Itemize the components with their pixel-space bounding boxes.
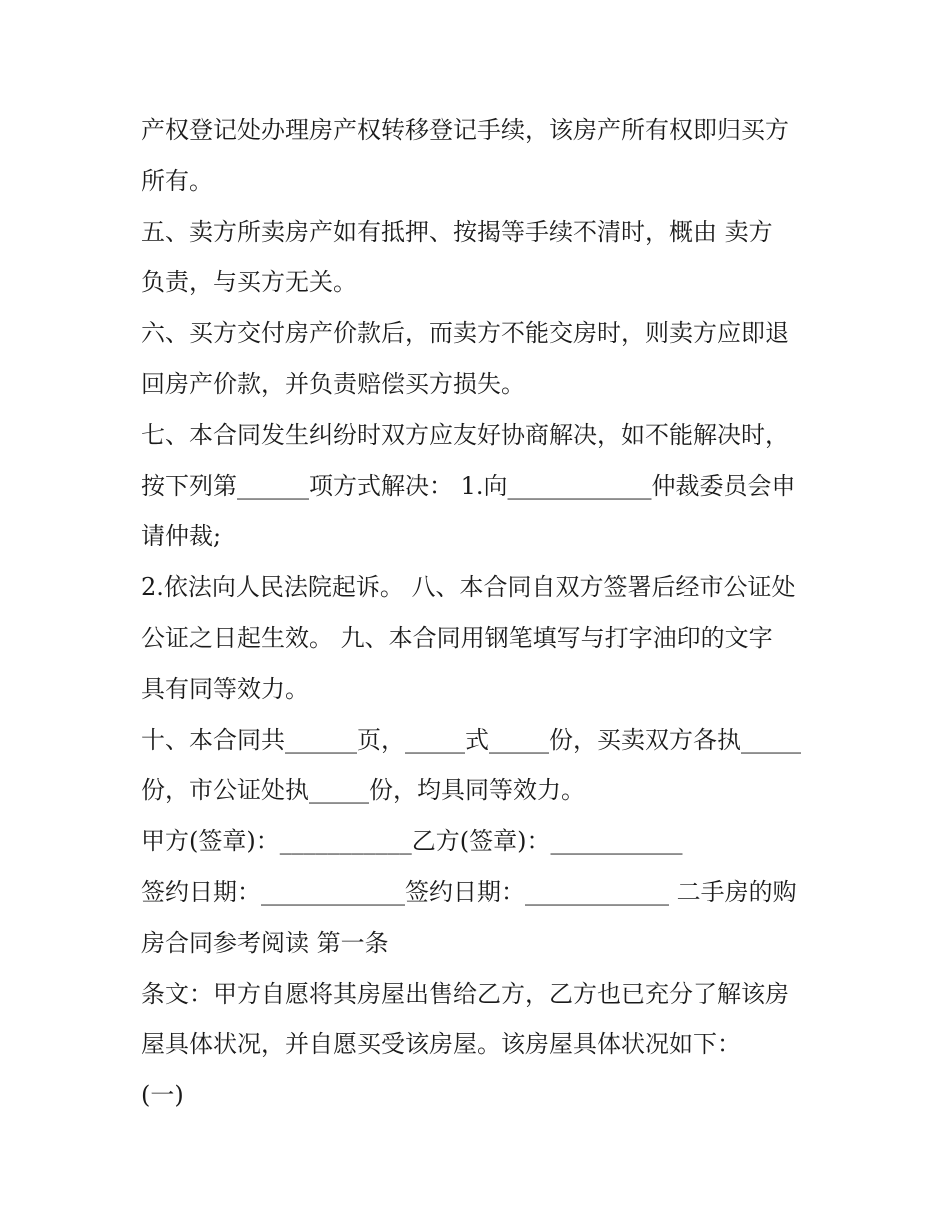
text-line-6: 回房产价款，并负责赔偿买方损失。 <box>141 369 525 398</box>
text-line-14: 份，市公证处执_____份，均具同等效力。 <box>141 776 585 805</box>
signature-line: 甲方(签章)：___________乙方(签章)：___________ <box>141 827 683 856</box>
text-line-2: 所有。 <box>141 166 213 195</box>
text-line-1: 产权登记处办理房产权转移登记手续，该房产所有权即归买方 <box>141 116 789 144</box>
text-line-5: 六、买方交付房产价款后，而卖方不能交房时，则卖方应即退 <box>141 319 789 348</box>
text-line-12: 具有同等效力。 <box>141 674 309 703</box>
text-line-11: 公证之日起生效。 九、本合同用钢笔填写与打字油印的文字 <box>141 623 773 652</box>
text-line-3: 五、卖方所卖房产如有抵押、按揭等手续不清时，概由 卖方 <box>141 217 773 246</box>
text-line-7: 七、本合同发生纠纷时双方应友好协商解决，如不能解决时， <box>141 420 789 449</box>
signing-date-line: 签约日期：____________签约日期：____________ 二手房的购 <box>141 877 797 906</box>
text-line-19: 屋具体状况，并自愿买受该房屋。该房屋具体状况如下： <box>141 1030 741 1059</box>
text-line-10: 2.依法向人民法院起诉。 八、本合同自双方签署后经市公证处 <box>141 573 796 602</box>
text-line-4: 负责，与买方无关。 <box>141 268 357 297</box>
contract-text-body <box>141 105 831 1121</box>
text-line-20: (一) <box>141 1081 184 1110</box>
text-line-17: 房合同参考阅读 第一条 <box>141 928 389 957</box>
text-line-13: 十、本合同共______页，_____式_____份，买卖双方各执_____ <box>141 725 801 754</box>
text-line-8: 按下列第______项方式解决： 1.向____________仲裁委员会申 <box>141 471 796 500</box>
text-line-9: 请仲裁; <box>141 522 222 551</box>
text-line-18: 条文：甲方自愿将其房屋出售给乙方，乙方也已充分了解该房 <box>141 979 789 1008</box>
